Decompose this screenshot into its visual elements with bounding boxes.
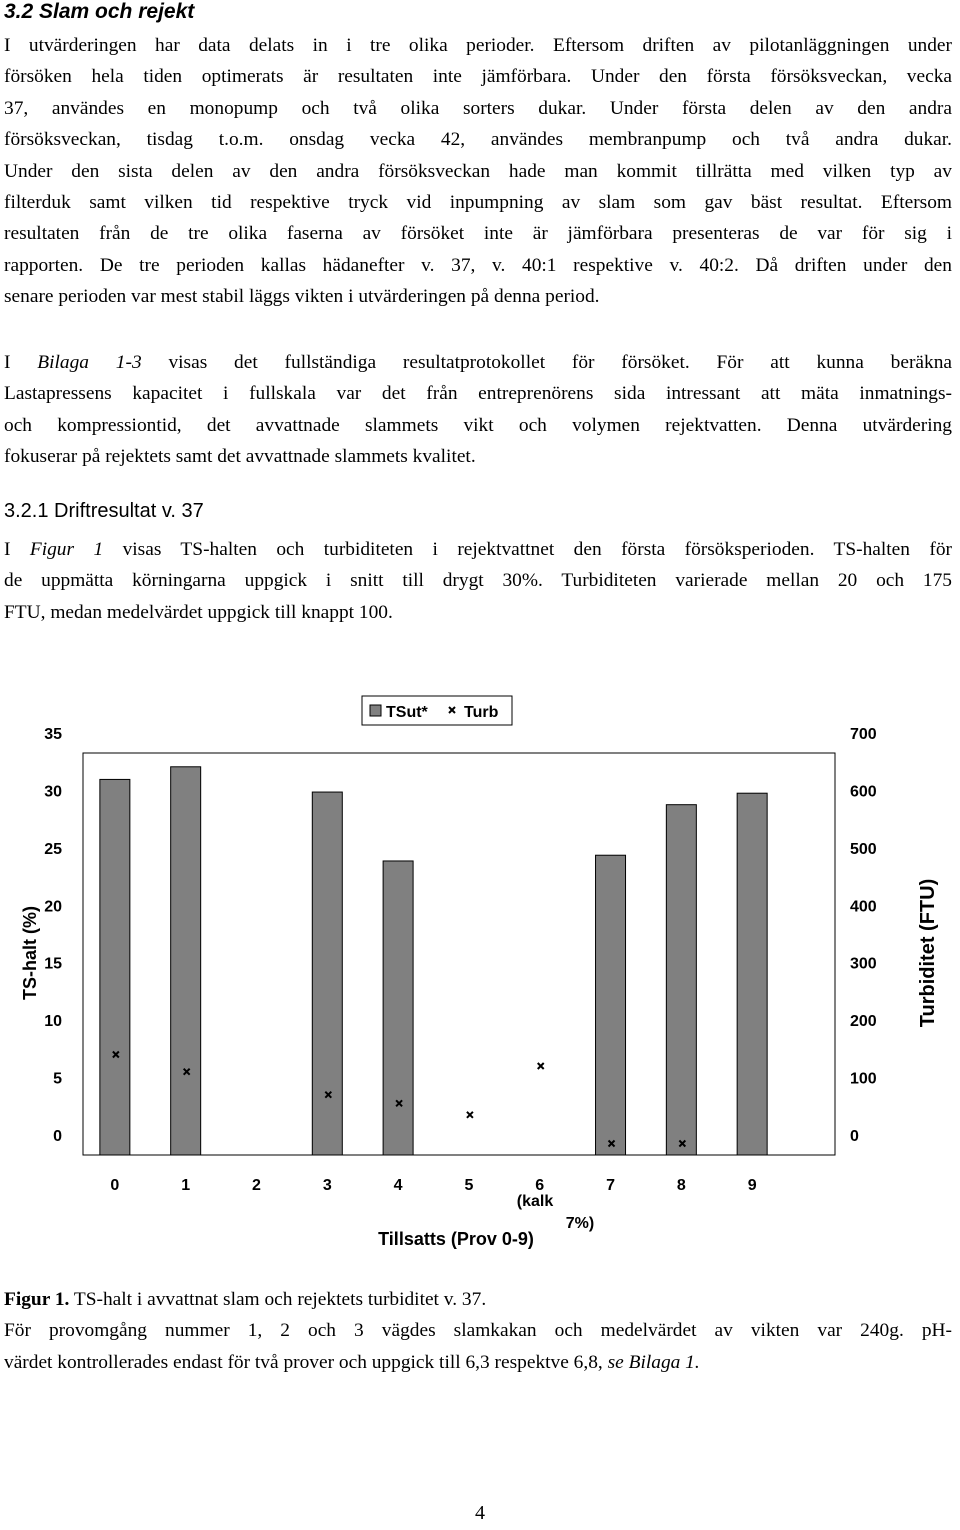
x-tick-label: 5 xyxy=(464,1177,474,1194)
y-tick-label-right: 0 xyxy=(850,1128,859,1145)
legend-label-tsut: TSut* xyxy=(386,704,428,721)
intro-line: filterduk samt vilken tid respektive tryck vid inpumpning av slam som gav bäst resultat. Eftersom xyxy=(4,192,952,214)
y-tick-label-left: 15 xyxy=(44,955,62,973)
ts-bar xyxy=(100,779,130,1155)
x-tick-label: 7 xyxy=(606,1177,615,1194)
x-tick-label: 6 xyxy=(535,1177,545,1194)
ts-bars xyxy=(100,767,767,1155)
ts-bar xyxy=(171,767,201,1155)
figure-intro-paragraph xyxy=(4,534,952,628)
figure-caption-line: värdet kontrollerades endast för två prover och uppgick till 6,3 respektve 6,8, se Bilaga 1. xyxy=(4,1351,700,1373)
x-axis-ticks xyxy=(110,1177,756,1194)
x-tick-label: 8 xyxy=(676,1177,686,1194)
y-tick-label-left: 0 xyxy=(53,1128,62,1145)
intro-line: försöksveckan, tisdag t.o.m. onsdag vecka 42, användes membranpump och två andra dukar. xyxy=(4,129,952,151)
bilaga-line: fokuserar på rejektets samt det avvattnade slammets kvalitet. xyxy=(4,446,476,468)
intro-line: rapporten. De tre perioden kallas hädanefter v. 37, v. 40:1 respektive v. 40:2. Då driften under den xyxy=(4,254,952,276)
y-tick-label-right: 100 xyxy=(850,1070,877,1088)
page-number: 4 xyxy=(475,1502,485,1524)
bilaga-line: Lastapressens kapacitet i fullskala var det från entreprenörens sida intressant att mäta inmatnings- xyxy=(4,383,952,405)
figure-caption-line: Figur 1. TS-halt i avvattnat slam och rejektets turbiditet v. 37. xyxy=(4,1289,487,1310)
figure-caption xyxy=(4,1284,952,1378)
x-tick-sublabel-2: 7%) xyxy=(565,1215,595,1232)
bilaga-reference: se Bilaga 1. xyxy=(607,1351,700,1373)
y-tick-label-left: 35 xyxy=(44,726,62,743)
ts-bar xyxy=(312,792,342,1155)
x-tick-sublabel-1: (kalk xyxy=(516,1193,554,1210)
ts-bar xyxy=(596,855,626,1155)
intro-paragraph xyxy=(4,30,952,313)
y-tick-label-right: 600 xyxy=(850,783,877,801)
figure-caption-label: Figur 1. xyxy=(4,1289,70,1310)
legend xyxy=(362,696,512,725)
y-tick-label-left: 20 xyxy=(44,898,62,916)
turbidity-marker xyxy=(467,1112,473,1118)
x-tick-label: 0 xyxy=(110,1177,120,1194)
ts-turbidity-chart xyxy=(0,680,960,1280)
section-title: 3.2 Slam och rejekt xyxy=(4,0,195,23)
intro-line: resultaten från de tre olika faserna av försöket inte är jämförbara presenteras de var för sig i xyxy=(4,223,952,245)
ts-bar xyxy=(666,805,696,1155)
y-tick-label-right: 500 xyxy=(850,840,877,858)
x-tick-label: 2 xyxy=(252,1177,261,1194)
figure-reference: Figur 1 xyxy=(29,539,104,560)
figure-intro-line: FTU, medan medelvärdet uppgick till knappt 100. xyxy=(4,601,393,623)
legend-label-turb: Turb xyxy=(464,704,499,721)
bilaga-reference: Bilaga 1-3 xyxy=(37,352,142,373)
x-tick-label: 4 xyxy=(393,1177,403,1194)
y-tick-label-left: 30 xyxy=(44,783,62,801)
y-tick-label-left: 5 xyxy=(53,1070,62,1088)
ts-bar xyxy=(383,861,413,1155)
legend-bar-swatch xyxy=(370,705,381,716)
ts-bar xyxy=(737,793,767,1155)
y-axis-label-right: Turbiditet (FTU) xyxy=(917,878,939,1028)
y-tick-label-left: 25 xyxy=(44,840,62,858)
intro-line: Under den sista delen av den andra försöksveckan hade man kommit tillrätta med vilken typ av xyxy=(4,160,952,182)
bilaga-line: och kompressiontid, det avvattnade slammets vikt och volymen rejektvatten. Denna utvärdering xyxy=(4,414,952,436)
turbidity-marker xyxy=(538,1063,544,1069)
x-tick-label: 3 xyxy=(322,1177,332,1194)
left-axis-ticks xyxy=(44,726,62,1145)
x-tick-label: 1 xyxy=(181,1177,191,1194)
right-axis-ticks xyxy=(850,726,877,1145)
intro-line: senare perioden var mest stabil läggs vikten i utvärderingen på denna period. xyxy=(4,286,600,308)
y-axis-label-left: TS-halt (%) xyxy=(20,906,40,1000)
figure-intro-line: de uppmätta körningarna uppgick i snitt till drygt 30%. Turbiditeten varierade mellan 20 och 175 xyxy=(4,570,952,592)
x-tick-label: 9 xyxy=(747,1177,757,1194)
intro-line: I utvärderingen har data delats in i tre olika perioder. Eftersom driften av pilotanläggningen under xyxy=(4,35,952,56)
figure-intro-line: I Figur 1 visas TS-halten och turbiditeten i rejektvattnet den första försöksperioden. TS-halten för xyxy=(4,539,952,560)
x-axis-label: Tillsatts (Prov 0-9) xyxy=(378,1229,534,1249)
y-tick-label-left: 10 xyxy=(44,1013,62,1031)
intro-line: 37, användes en monopump och två olika sorters dukar. Under första delen av den andra xyxy=(4,97,952,119)
y-tick-label-right: 400 xyxy=(850,898,877,916)
figure-caption-line: För provomgång nummer 1, 2 och 3 vägdes slamkakan och medelvärdet av vikten var 240g. pH- xyxy=(4,1320,952,1342)
intro-line: försöken hela tiden optimerats är resultaten inte jämförbara. Under den första försöksveckan, vecka xyxy=(4,66,952,88)
subsection-title: 3.2.1 Driftresultat v. 37 xyxy=(4,500,204,522)
y-tick-label-right: 700 xyxy=(850,726,877,743)
y-tick-label-right: 200 xyxy=(850,1013,877,1031)
y-tick-label-right: 300 xyxy=(850,955,877,973)
bilaga-paragraph xyxy=(4,347,952,473)
bilaga-line: I Bilaga 1-3 visas det fullständiga resultatprotokollet för försöket. För att kunna beräkna xyxy=(4,352,953,373)
